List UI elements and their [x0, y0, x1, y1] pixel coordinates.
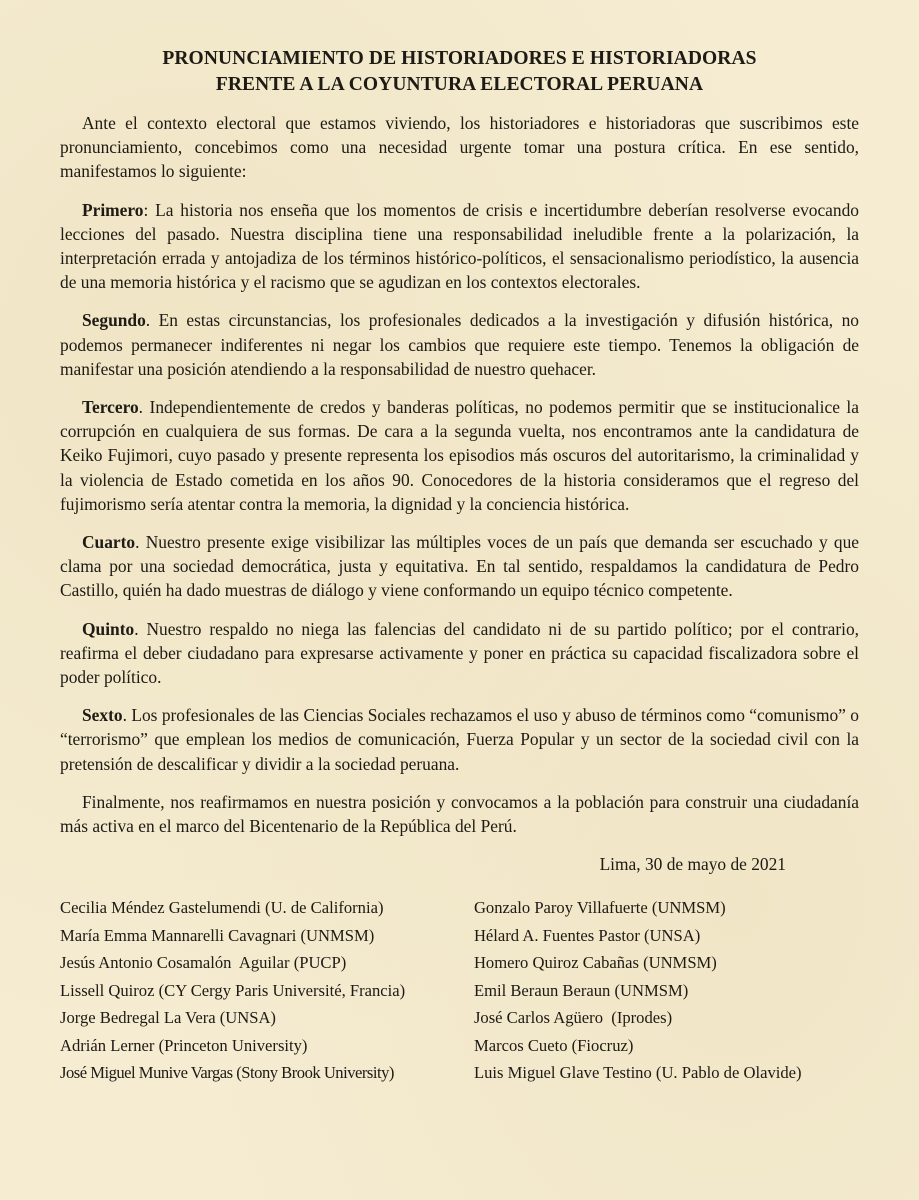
point-separator: : — [143, 199, 156, 220]
signatory: Adrián Lerner (Princeton University) — [60, 1035, 308, 1055]
signatory: Cecilia Méndez Gastelumendi (U. de California) — [60, 898, 384, 918]
point-text: Independientemente de credos y banderas políticas, no podemos permitir que se institucionalice la corrupción en cualquiera de sus formas. De cara a la segunda vuelta, nos encontramos ante la candidatura de Keiko Fujimori, cuyo pasado y presente representa los episodios más oscuros del autoritarismo, la criminalidad y la violencia de Estado cometida en los años 90. Conocedores de la historia consideramos que el regreso del fujimorismo sería atentar contra la memoria, la dignidad y la conciencia histórica. — [60, 397, 859, 514]
point-label: Quinto — [82, 618, 135, 639]
point-text: En estas circunstancias, los profesionales dedicados a la investigación y difusión histórica, no podemos permanecer indiferentes ni negar los cambios que requiere este tiempo. Tenemos la obligación de manifestar una posición atendiendo a la responsabilidad de nuestro quehacer. — [60, 310, 859, 379]
point-paragraph-quinto — [60, 617, 859, 690]
point-separator: . — [134, 618, 147, 639]
point-label: Cuarto — [82, 532, 136, 553]
signatories-right-column — [474, 894, 859, 1087]
point-text: Nuestro respaldo no niega las falencias del candidato ni de su partido político; por el contrario, reafirma el deber ciudadano para expresarse activamente y poner en práctica su capacidad fiscalizadora sobre el poder político. — [60, 618, 859, 688]
point-separator: . — [145, 310, 159, 331]
point-separator: . — [138, 397, 150, 418]
point-paragraph-segundo — [60, 308, 859, 381]
intro-paragraph: Ante el contexto electoral que estamos viviendo, los historiadores e historiadoras que suscribimos este pronunciamiento, concebimos como una necesidad urgente tomar una postura crítica. En ese sentido, manifestamos lo siguiente: — [60, 113, 859, 182]
signatory: Lissell Quiroz (CY Cergy Paris Université, Francia) — [60, 980, 406, 1000]
point-label: Sexto — [82, 705, 123, 726]
document-title — [60, 46, 859, 98]
point-paragraph-sexto — [60, 703, 859, 776]
place-date: Lima, 30 de mayo de 2021 — [599, 854, 786, 875]
signatory: Gonzalo Paroy Villafuerte (UNMSM) — [473, 898, 726, 918]
title-line-1: PRONUNCIAMIENTO DE HISTORIADORES E HISTORIADORAS — [162, 48, 757, 69]
point-separator: . — [135, 532, 146, 553]
closing-paragraph: Finalmente, nos reafirmamos en nuestra posición y convocamos a la población para construir una ciudadanía más activa en el marco del Bicentenario de la República del Perú. — [60, 791, 859, 837]
signatories — [60, 894, 859, 1087]
signatory: Homero Quiroz Cabañas (UNMSM) — [473, 953, 717, 973]
signatory: Emil Beraun Beraun (UNMSM) — [473, 980, 689, 1000]
point-label: Tercero — [82, 397, 139, 418]
point-paragraph-cuarto — [60, 530, 859, 603]
signatory: Jorge Bedregal La Vera (UNSA) — [60, 1008, 276, 1028]
point-separator: . — [122, 705, 132, 726]
point-paragraph-primero — [60, 198, 859, 295]
signatory: Luis Miguel Glave Testino (U. Pablo de Olavide) — [473, 1063, 802, 1083]
signatory: José Carlos Agüero (Iprodes) — [473, 1008, 673, 1028]
point-label: Segundo — [82, 310, 146, 331]
signatory: María Emma Mannarelli Cavagnari (UNMSM) — [60, 925, 375, 945]
point-text: Los profesionales de las Ciencias Sociales rechazamos el uso y abuso de términos como “comunismo” o “terrorismo” que emplean los medios de comunicación, Fuerza Popular y un sector de la sociedad civil con la pretensión de descalificar y dividir a la sociedad peruana. — [60, 705, 859, 774]
signatory: Jesús Antonio Cosamalón Aguilar (PUCP) — [60, 953, 347, 973]
point-text: Nuestro presente exige visibilizar las múltiples voces de un país que demanda ser escuchado y que clama por una sociedad democrática, justa y equitativa. En tal sentido, respaldamos la candidatura de Pedro Castillo, quién ha dado muestras de diálogo y viene conformando un equipo técnico competente. — [60, 532, 859, 601]
point-label: Primero — [82, 199, 144, 220]
signatories-left-column — [60, 894, 474, 1087]
point-text: La historia nos enseña que los momentos de crisis e incertidumbre deberían resolverse evocando lecciones del pasado. Nuestra disciplina tiene una responsabilidad ineludible frente a la polarización, la interpretación errada y antojadiza de los términos histórico-políticos, el sensacionalismo periodístico, la ausencia de una memoria histórica y el racismo que se agudizan en los contextos electorales. — [60, 199, 859, 293]
signatory: José Miguel Munive Vargas (Stony Brook University) — [60, 1063, 394, 1083]
signatory: Marcos Cueto (Fiocruz) — [473, 1035, 634, 1055]
title-line-2: FRENTE A LA COYUNTURA ELECTORAL PERUANA — [215, 74, 704, 95]
signatory: Hélard A. Fuentes Pastor (UNSA) — [473, 925, 701, 945]
point-paragraph-tercero — [60, 395, 859, 516]
